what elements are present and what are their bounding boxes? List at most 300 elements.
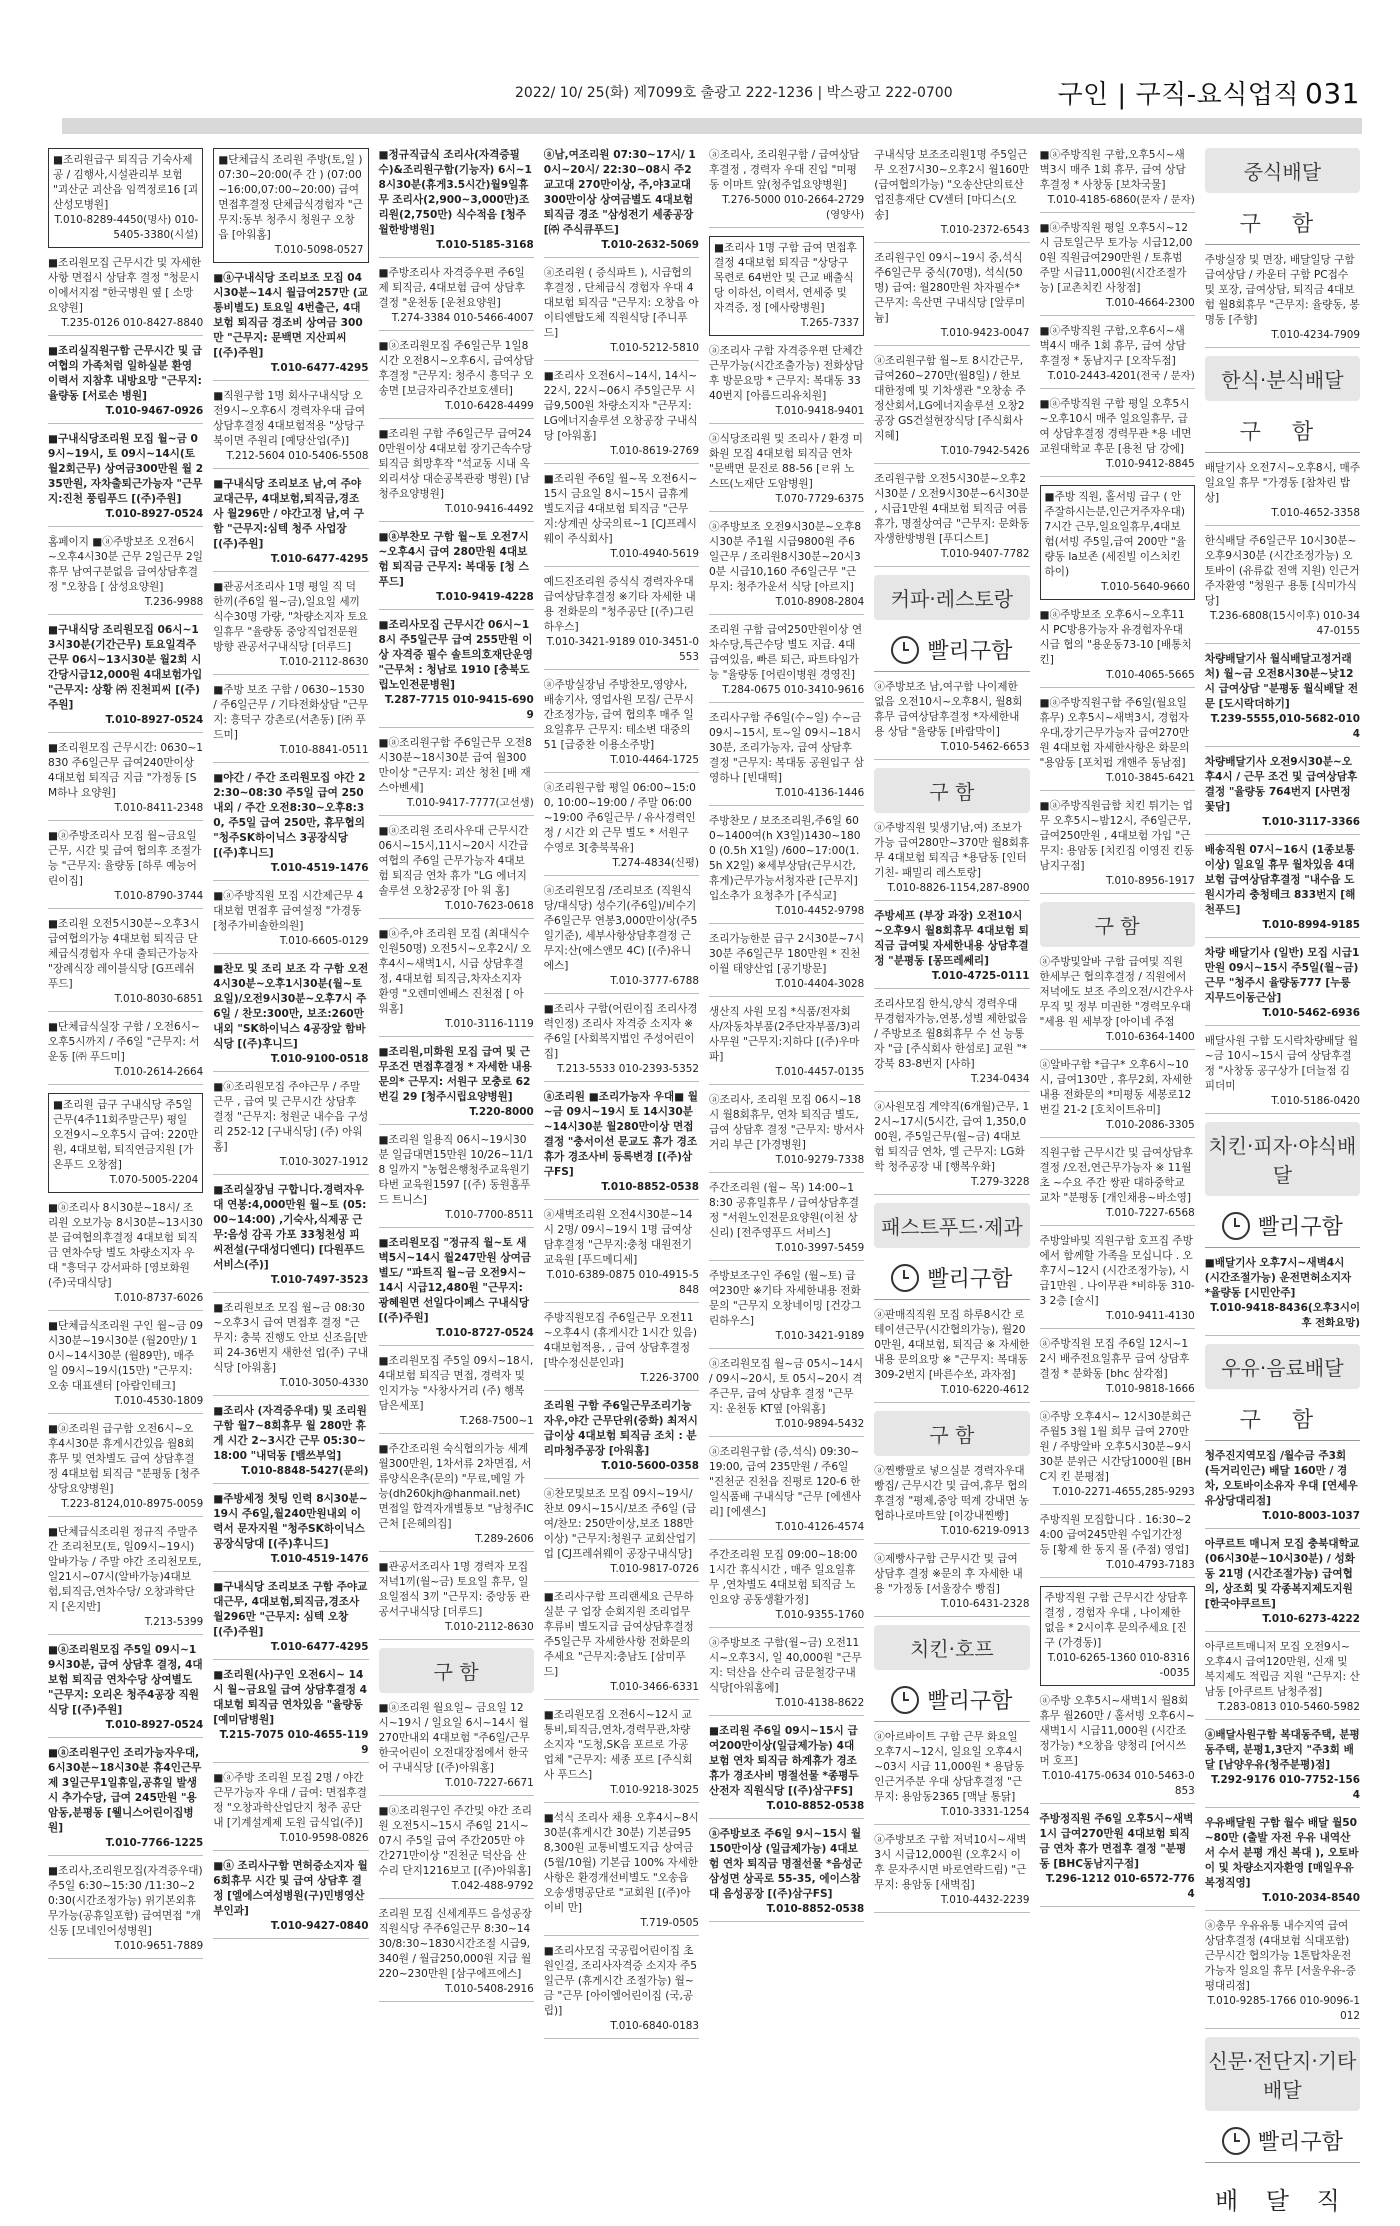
listing-phone: T.010-3421-9189 <box>775 1330 865 1342</box>
listing-phone: T.010-6220-4612 <box>940 1384 1030 1396</box>
listing-phone: T.010-2271-4655,285-9293 <box>1052 1486 1195 1498</box>
listing-text: 배송직원 07시~16시 (1종보통이상) 일요일 휴무 월차있음 4대보험 급여상담후결정 "내수읍 도원시가리 충청테크 833번지 [해천푸드] <box>1204 844 1356 916</box>
listing-phone: T.010-8289-4450(명사) 010-5405-3380(시설) <box>54 214 199 241</box>
job-listing <box>1040 1513 1195 1578</box>
listing-text: ■야간 / 주간 조리원모집 야간 22:30~08:30 주5일 급여 250내외 / 주간 오전8:30~오후8:30, 주5일 급여 250만, 휴무협의 "청주SK하이닉스 3공장식당 [(주)후니드] <box>213 772 366 859</box>
listing-text: ■조리원(사)구인 오전6시~ 14시 월~금요일 급여 상담후결정 4대보험 퇴직금 연차있음 "율량동 [예미담병원] <box>213 1669 368 1726</box>
listing-text: 주방보조구인 주6일 (월~토) 급여230만 ※기타 자세한내용 전화문의 "근무지 오창네이밍 [건강그린하우스] <box>709 1270 862 1327</box>
column-4 <box>543 148 699 2032</box>
urgent-hiring-banner <box>874 1256 1029 1300</box>
listing-phone: T.010-9100-0518 <box>270 1053 369 1065</box>
job-listing <box>1040 485 1195 600</box>
job-listing <box>709 148 864 228</box>
job-listing <box>544 148 699 258</box>
job-listing <box>1040 1410 1195 1505</box>
listing-text: ■구내식당 조리보조 남,여 주야 교대근무, 4대보험,퇴직금,경조사 월296만 / 야간고정 남,여 구함 "근무지:심텍 청주 사업장 [(주)주원] <box>213 478 365 550</box>
listing-phone: T.010-8411-2348 <box>114 802 204 814</box>
listing-phone: T.010-4940-5619 <box>610 548 699 560</box>
listing-text: ⓐ찬모및보조 모집 09시~19시/찬보 09시~15시/보조 주6일 (급여/찬모: 250만이상,보조 188만이상) "근무지:청원구 교회산업기업 [CJ프레쉬웨이 공장구내식당] <box>543 1488 697 1560</box>
listing-phone: T.010-8790-3744 <box>114 890 204 902</box>
listing-phone: T.284-0675 010-3410-9616 <box>722 684 865 696</box>
listing-text: ■조리원급구 퇴직금 기숙사제공 / 김행사,시설관리부 보험 "괴산군 괴산읍 임꺽정로16 [괴산성모병원] <box>53 154 199 211</box>
listing-text: ■조리원모집 "정규직 월~토 새벽5시~14시 월247만원 상여금별도/ "파트직 월~금 오전9시~14시 시급12,480원 "근무지: 광혜원면 선일다이페스 구내식당 [(주)주원] <box>378 1237 532 1324</box>
section-subheading: 구 함 <box>1205 201 1360 245</box>
listing-text: ⓐ주방보조 주6일 9시~15시 월150만이상 (일급제가능) 4대보험 연차 퇴직금 명절선물 *음성군 삼성면 상곡로 55-35, 에이스참대 음성공장 [(주)삼구FS] <box>709 1828 863 1900</box>
listing-text: ⓐ제빵사구함 근무시간 및 급여 상담후 결정 ※문의 후 자세한 내용 "가정동 [서울장수 빵집] <box>874 1553 1023 1595</box>
listing-phone: T.070-7729-6375 <box>775 493 865 505</box>
listing-phone: T.010-4519-1476 <box>270 862 369 874</box>
listing-phone: T.010-5185-3168 <box>436 239 534 251</box>
job-listing <box>874 251 1029 346</box>
job-listing <box>709 236 864 336</box>
job-listing <box>48 623 203 733</box>
listing-text: 구내식당 보조조리원1명 주5일근무 오전7시30~오후2시 월160만(급여협의가능) "오송산단의료산업진흥재단 CV센터 [마디스(오송] <box>874 149 1030 221</box>
listing-text: ■ⓐ조리원 급구함 오전6시~오후4시30분 휴게시간있음 월8회휴무 및 연차별도 급여 상담후결정 4대보험 퇴직금 "분평동 [청주상당요양병원] <box>48 1423 201 1495</box>
page-title <box>1057 74 1360 111</box>
job-listing <box>213 148 368 263</box>
job-listing <box>48 1746 203 1856</box>
listing-text: 홈페이지 ■ⓐ주방보조 오전6시~오후4시30분 근무 2일근무 2일휴무 남여구분없음 급여상담후결정 "오창읍 [ 삼성요양원] <box>48 536 204 593</box>
listing-phone: T.010-3050-4330 <box>279 1377 369 1389</box>
listing-phone: T.010-8994-9185 <box>1262 919 1360 931</box>
listing-text: 차량배달기사 월식배달고정거래처) 월~금 오전8시30분~낮12시 급여상담 "분평동 월식배달 전문 [도시락더하기] <box>1204 653 1359 710</box>
listing-text: ■주방 보조 구함 / 0630~1530 / 주6일근무 / 기타전화상담 "근무지: 흥덕구 강촌로(서촌동) [㈜ 푸드미] <box>213 684 369 741</box>
listing-phone: T.010-5600-0358 <box>601 1460 699 1472</box>
section-heading: 중식배달 <box>1205 148 1360 193</box>
listing-phone: T.010-5098-0527 <box>274 244 364 256</box>
page-number: 031 <box>1305 77 1360 110</box>
listing-text: 조리원구인 09시~19시 중,석식 주6일근무 중식(70명), 석식(50명) 급여: 월280만원 차자필수* 근무지: 옥산면 구내식당 [알루미늄] <box>874 252 1026 324</box>
listing-phone: T.010-4126-4574 <box>775 1521 865 1533</box>
listing-phone: T.226-3700 <box>640 1372 699 1384</box>
job-listing <box>1205 461 1360 526</box>
section-heading: 치킨·호프 <box>874 1625 1029 1670</box>
job-listing <box>213 1404 368 1484</box>
job-listing <box>544 1090 699 1200</box>
job-listing <box>1040 397 1195 477</box>
listing-phone: T.010-8003-1037 <box>1262 1510 1360 1522</box>
column-6 <box>874 148 1029 2028</box>
listing-phone: T.010-4664-2300 <box>1106 297 1195 309</box>
listing-text: 차량 배달기사 (일반) 모집 시급1만원 09시~15시 주5일(월~금) 근무 "청주시 율량동777 [누룽지무드이동근삼] <box>1204 947 1360 1004</box>
listing-phone: T.010-3117-3366 <box>1262 816 1360 828</box>
column-1 <box>48 148 203 2028</box>
job-listing <box>379 1354 534 1434</box>
job-listing <box>48 1201 203 1311</box>
listing-phone: T.276-5000 010-2664-2729(영양사) <box>722 194 865 221</box>
job-listing <box>1205 1640 1360 1720</box>
urgent-hiring-label: 빨리구함 <box>1257 2130 1343 2155</box>
listing-phone: T.010-3027-1912 <box>279 1156 369 1168</box>
listing-text: ■배달기사 오후7시~새벽4시 (시간조절가능) 운전면허소지자 *율량동 [시민안주] <box>1204 1257 1352 1299</box>
listing-phone: T.010-7623-0618 <box>445 900 534 912</box>
listing-text: ■ⓐ주방직원급함 치킨 튀기는 업무 오후5시~밤12시, 주6일근무, 급여250만원 , 4대보험 가입 "근무지: 용암동 [치킨집 이영진 킨동남지구점] <box>1039 800 1194 872</box>
listing-text: 아쿠르트 매니저 모집 충북대학교(06시30분~10시30분) / 성화동 21명 (시간조절가능) 급여협의, 상조회 및 각종복지제도지원 [한국야쿠르트] <box>1204 1538 1360 1610</box>
job-listing <box>379 1045 534 1125</box>
listing-phone: T.010-8927-0524 <box>105 508 204 520</box>
listing-phone: T.010-6219-0913 <box>940 1525 1030 1537</box>
job-listing <box>1205 1256 1360 1336</box>
listing-phone: T.010-2112-8630 <box>279 656 369 668</box>
listing-phone: T.010-8030-6851 <box>114 993 204 1005</box>
listing-text: 주방직원 구함 근무시간 상담후결정 , 경험자 우대 , 나이제한 없음 * 2시이후 문의주세요 [진구 (가경동)] <box>1044 1592 1188 1649</box>
listing-text: ■조리사 구함(어린이집 조리사경력인정) 조리사 자격증 소지자 ※주6일 [사회복지법인 주성어린이집] <box>543 1003 698 1060</box>
listing-phone: T.296-1212 010-6572-7764 <box>1045 1873 1195 1900</box>
listing-phone: T.010-9416-4492 <box>445 503 534 515</box>
listing-text: ■조리원모집 주5일 09시~18시, 4대보험 퇴직금 면접, 경력자 및 인지가능 "사창사거리 (주) 행복담은세포] <box>378 1355 534 1412</box>
listing-text: 생산직 사원 모집 *식품/전자회사/자동차부품(2주단자부품/3)리사무원 "근무지:지하다 [(주)우마파] <box>709 1006 861 1063</box>
job-listing <box>48 741 203 821</box>
section-subheading: 구 함 <box>1205 409 1360 453</box>
listing-phone: T.070-5005-2204 <box>109 1174 199 1186</box>
listing-phone: T.010-3466-6331 <box>610 1681 699 1693</box>
listing-text: 청주진지역모집 /월수금 주3회(득거리인근) 배달 160만 / 경차, 오토바이소유자 우대 [연세우유상당대리점] <box>1204 1450 1358 1507</box>
job-listing <box>1205 1449 1360 1529</box>
listing-text: 아쿠르트매니저 모집 오전9시~오후4시 급여120만원, 신재 및 복지제도 적립금 지원 "근무지: 산남동 [아쿠르트 남청주점] <box>1204 1641 1360 1698</box>
listing-phone: T.010-4652-3358 <box>1271 507 1360 519</box>
job-listing <box>709 1357 864 1437</box>
listing-phone: T.010-8908-2804 <box>775 596 865 608</box>
listing-text: 배달기사 오전7시~오후8시, 매주 일요일 휴무 "가경동 [참차린 밥상] <box>1204 462 1361 504</box>
job-listing <box>1040 1337 1195 1402</box>
column-5 <box>709 148 864 2028</box>
listing-text: ⓐ조리원모집 월~금 05시~14시 / 09시~20시, 토 05시~20시 격주근무, 급여 상담후 결정 "근무지: 운천동 KT옆 [아워홈] <box>709 1358 864 1415</box>
job-listing <box>1040 608 1195 688</box>
listing-text: ■조리실직원구함 근무시간 및 급여협의 가족처럼 일하실분 환영 이력서 지참후 내방요망 "근무지: 율량동 [서로손 병원] <box>48 345 203 402</box>
listing-phone: T.010-8737-6026 <box>114 1292 204 1304</box>
listing-phone: T.010-8852-0538 <box>766 1903 865 1915</box>
job-listing <box>874 1100 1029 1195</box>
job-listing <box>709 1827 864 1922</box>
listing-text: 직원구함 근무시간 및 급여상담후결정 /오전,연근무가능자 ※ 11월 초 ~수요 주간 쌍판 대하중학교 교차 "분평동 [개인채용~바소영] <box>1039 1147 1193 1204</box>
listing-text: ⓐ판매직직원 모집 하루8시간 로테이션근무(시간협의가능), 월200만원, 4대보험, 퇴직금 ※ 자세한내용 문의요망 ※ "근무지: 복대동 309-2번지 [바른수쏘, 과자점] <box>874 1309 1030 1381</box>
listing-phone: T.283-0813 010-5460-5982 <box>1218 1701 1360 1713</box>
listing-phone: T.010-8848-5427(문의) <box>241 1465 369 1477</box>
delivery-jobs-heading: 배 달 직 <box>1214 2187 1350 2215</box>
listing-text: ■조리원모집 근무시간 및 자세한사항 면접시 상담후 결정 "청문시 이에서지점 "한국병원 옆 [ 소망요양원] <box>48 257 202 314</box>
listing-text: ■조리원 오전5시30분~오후3시 급여협의가능 4대보험 퇴직금 단체급식경험자 우대 출퇴근가능자 "장례식장 레이블식당 [G프레쉬푸드] <box>48 918 200 990</box>
job-listing <box>379 1560 534 1640</box>
job-listing <box>544 1708 699 1803</box>
job-listing <box>874 1308 1029 1403</box>
listing-text: ■ⓐ구내식당 조리보조 모집 04시30분~14시 월급여257만 (교통비별도) 토요일 4번출근, 4대보험 퇴직금 경조비 상여금 300만 "근무지: 문백면 지산피씨 [(주)주원] <box>213 272 368 359</box>
listing-text: 주방실장 및 면장, 배달일당 구함 급여상담 / 카운터 구함 PC접수 및 포장, 급여상담, 퇴직금 4대보험 월8회휴무 "근무지: 율량동, 봉명동 [주향] <box>1204 254 1360 326</box>
listing-text: ■ⓐ 조리사구함 면허증소지자 월6회휴무 시간 및 급여 상담후 결정 [엘에스여성병원(구)민병영산부인과] <box>213 1860 368 1917</box>
listing-phone: T.010-9418-8436(오후3시이후 전화요망) <box>1210 1302 1360 1329</box>
listing-phone: T.010-4725-0111 <box>931 970 1030 982</box>
listing-phone: T.010-6265-1360 010-8316-0035 <box>1047 1652 1190 1679</box>
job-listing <box>213 1301 368 1396</box>
listing-text: ⓐ조리사, 조리원 모집 06시~18시 월8회휴무, 연차 퇴직금 별도, 급여 상담후 결정 "근무지: 방서사거리 부근 [가경병원] <box>709 1094 864 1151</box>
listing-text: ■ⓐ주방조리사 모집 월~금요일 근무, 시간 및 급여 협의후 조절가능 "근무지: 율량동 [하루 예능어린이집] <box>48 830 202 887</box>
listing-text: ■주방 직원, 홀서빙 급구 ( 안주잘하시는분,인근거주자우대) 7시간 근무,일요일휴무,4대보험(서빙 주5일,급여 200만 "율량동 la보존 (세진빌 이스치킨하이) <box>1044 491 1187 578</box>
listing-phone: T.010-9417-7777(고선생) <box>406 797 534 809</box>
listing-phone: T.010-8619-2769 <box>610 445 699 457</box>
listing-phone: T.010-9411-4130 <box>1106 1310 1195 1322</box>
clock-icon <box>1222 2127 1250 2155</box>
job-listing <box>379 618 534 728</box>
job-listing <box>709 1636 864 1716</box>
job-listing <box>213 1771 368 1851</box>
job-listing <box>213 271 368 381</box>
listing-text: ■조리사모집 근무시간 06시~18시 주5일근무 급여 255만원 이상 자격증 필수 솔트의호재단운영 "근무처 : 청남로 1910 [충북도립노인전문병원] <box>378 619 533 691</box>
listing-phone: T.010-8927-0524 <box>105 714 204 726</box>
listing-phone: T.010-9894-5432 <box>775 1418 865 1430</box>
listing-text: 조리사모집 한식,양식 경력우대 무경험자가능,연봉,성별 제한없음 / 주방보조 월8회휴무 수 선 능통자 "급 [주식회사 한섬로] 교원 "*강북 83-8번지 [사하] <box>874 998 1028 1070</box>
job-listing <box>544 266 699 361</box>
listing-text: ⓐ조리원구함 월~토 8시간근무, 급여260~270만(월8일) / 한보대한정예 및 기차생관 "오창송 주정산회서,LG에너지솔루션 오창2공장 GS건설현장식당 [주식회사 지혜] <box>874 355 1026 442</box>
listing-text: ⓐ새벽조리원 오전4시30분~14시 2명/ 09시~19시 1명 급여상담후결정 "근무지:충청 대원전기교육원 [푸드메디세] <box>543 1209 693 1266</box>
job-listing <box>544 1590 699 1700</box>
job-listing <box>213 1580 368 1660</box>
job-listing <box>48 148 203 248</box>
listing-phone: T.010-9818-1666 <box>1106 1383 1195 1395</box>
job-listing <box>544 1811 699 1936</box>
listing-text: ■ⓐ조리원구인 조리가능자우대,6시30분~18시30분 휴4인근무제 3일근무1일휴일,공휴일 발생시 추가수당, 급여 245만원 "용암동,분평동 [웰니스어린이집병원] <box>48 1747 202 1834</box>
job-listing <box>213 1080 368 1175</box>
job-listing <box>1205 843 1360 938</box>
urgent-hiring-label: 빨리구함 <box>1257 1215 1343 1240</box>
listing-phone: T.010-7227-6671 <box>445 1777 534 1789</box>
listing-phone: T.010-6477-4295 <box>270 1641 369 1653</box>
job-listing <box>1040 221 1195 316</box>
job-listing <box>379 339 534 419</box>
listing-text: 조리원 구함 주6일근무조리기능자우,야간 근무단위(중화) 최저시급이상 4대보험 퇴직금 조치 : 분리마청주공장 [아워홈] <box>543 1400 698 1457</box>
listing-text: 차량배달기사 오전9시30분~오후4시 / 근무 조건 및 급여상담후결정 "율량동 764번지 [사면정 꽃담] <box>1204 756 1358 813</box>
listing-phone: T.010-9419-4228 <box>436 591 534 603</box>
job-listing <box>1205 1728 1360 1808</box>
listing-text: ■ⓐ조리원구함 주6일근무 오전8시30분~18시30분 급여 월300만이상 "근무지: 괴산 청천 [배 재스아벤세] <box>378 737 532 794</box>
job-listing <box>48 829 203 909</box>
listing-text: ■ⓐ부찬모 구함 월~토 오전7시~오후4시 급여 280만원 4대보험 퇴직금 근무지: 복대동 [청 스푸드] <box>378 531 529 588</box>
listing-phone: T.268-7500~1 <box>459 1415 534 1427</box>
job-listing <box>709 1724 864 1819</box>
listing-text: ⓐ주방보조 구함(월~금) 오전11시~오후3시, 일 40,000원 "근무지: 덕산읍 산수리 금문철강구내식당[아워홈에] <box>709 1637 862 1694</box>
listing-text: ■조리사 1명 구함 급여 면접후 결정 4대보험 퇴직금 "상당구 목련로 64번안 및 근교 배출식당 이하선, 이력서, 연세중 및 자격증, 정 [에사랑병원] <box>714 242 857 314</box>
listing-text: ⓐ총무 우유유통 내수지역 급여 상담후결정 (4대보험 식대포함) 근무시간 협의가능 1톤탑차운전가능자 일요일 휴무 [서울우유-증평대리점] <box>1204 1920 1356 1992</box>
job-listing <box>1205 253 1360 348</box>
job-listing <box>544 369 699 464</box>
urgent-hiring-banner <box>874 628 1029 672</box>
job-listing <box>1040 696 1195 791</box>
listing-text: 주방직원모집 주6일근무 오전11~오후4시 (휴게시간 1시간 있음) 4대보험적용, , 급여 상담후결정 [박수정신분인과] <box>543 1312 698 1369</box>
job-listing <box>874 1730 1029 1825</box>
listing-text: ⓐ주방직원 및생기남,여) 조보가가능 급여280만~370만 월8회휴무 4대보험 퇴직금 *용담동 [인터기친- 패밀리 레스토랑] <box>874 822 1030 879</box>
job-listing <box>379 530 534 610</box>
job-listing <box>709 814 864 924</box>
listing-text: ■조리사 오전6시~14시, 14시~22시, 22시~06시 주5일근무 시급9,500원 차량소지자 "근무지: LG에너지솔루션 오창공장 구내식당 [아워홈] <box>543 370 698 442</box>
listing-phone: T.010-8927-0524 <box>105 1719 204 1731</box>
job-listing <box>1205 1816 1360 1911</box>
listing-text: ⓐ주방및알바 구함 급여및 직원 한세부근 협의후결정 / 직원에서 저녁에도 보조 주의오전/시간우사 무직 및 정부 미권한 "경력모우대 "세용 원 세부장 [아이네 주점 <box>1039 956 1194 1028</box>
listing-text: ■구내식당 조리원모집 06시~13시30분(기간근무) 토요일격주근무 06시~13시30분 월2회 시간당시급12,000원 4대보험가입 "근무지: 상황 ㈜ 진천피씨 [(주)주원] <box>48 624 203 711</box>
listing-text: ■ⓐ주방직원 평일 오후5시~12시 금토일근무 토가능 시급12,000원 직원급여290만원 / 토휴범 주말 시급11,000원(시간조절가능) [교촌치킨 사창점] <box>1039 222 1193 294</box>
job-listing <box>544 781 699 876</box>
listing-text: ■정규직급식 조리사(자격증필수)&조리원구함(기능자) 6시~18시30분(휴게3.5시간)월9일휴무 조리사(2,900~3,000만)조리원(2,750만) 식수적음 [청주월한방병원] <box>378 149 532 236</box>
listing-phone: T.010-8727-0524 <box>436 1327 534 1339</box>
job-listing <box>48 1093 203 1193</box>
listing-text: 한식배달 주6일근무 10시30분~오후9시30분 (시간조정가능) 오토바이 (유류값 전액 지원) 인근거주자환영 "청원구 용통 [식미가식당] <box>1204 535 1360 607</box>
listing-text: ■ⓐ주방보조 오후6시~오후11시 PC방용가능자 유경험자우대 시급 협의 "용운동73-10 [배통치킨] <box>1039 609 1192 666</box>
job-listing <box>48 344 203 424</box>
job-listing <box>213 1668 368 1763</box>
listing-text: 조리가능한분 급구 2시30분~7시30분 주6일근무 180만원 * 진천 이월 태양산업 [공기방문] <box>709 933 865 975</box>
job-listing <box>48 535 203 615</box>
listing-text: ■조리사구함 프리랜세요 근무하실분 구 업장 순회지원 조리업무 후류비 별도지급 급여상담후결정 주5일근무 자세한사항 전화문의주세요 "근무지:충남도 [삼미푸드] <box>543 1591 694 1678</box>
listing-text: ■조리사모집 국공립어린이집 초원인걸, 조리사자격증 소지자 주5일근무 (휴게시간 조절가능) 월~금 "근무 [아이엠어린이집 (국,공립)] <box>543 1945 697 2017</box>
job-listing <box>544 1002 699 1082</box>
listing-text: ■조리사 (자격증우대) 및 조리원 구함 월7~8회휴무 월 280만 휴게 시간 2~3시간 근무 05:30~18:00 "내덕동 [뱀쓰부엌] <box>213 1405 367 1462</box>
listing-phone: T.010-4234-7909 <box>1271 329 1360 341</box>
listing-text: 주방정직원 주6일 오후5시~새벽1시 급여270만원 4대보험 퇴직금 연차 휴가 면접후 결정 "분평동 [BHC동남지구점] <box>1039 1813 1194 1870</box>
listing-phone: T.010-4464-1725 <box>610 754 699 766</box>
job-listing <box>48 1864 203 1959</box>
column-7 <box>1040 148 1195 2028</box>
listing-text: ■ⓐ주방직원 모집 시간제근무 4대보험 면접후 급여설정 "가경동 [청주가비솔한의원] <box>213 890 364 932</box>
listing-text: ⓐ찐빵팔로 넣으실분 경력자우대 빵집/ 근무시간 및 급여,휴무 협의후결정 "평제,중앙 떡계 강내면 농협하나로마트앞 [이강내찐빵] <box>874 1465 1029 1522</box>
listing-phone: T.010-8852-0538 <box>766 1800 865 1812</box>
listing-text: ⓐ조리원구함 평일 06:00~15:00, 10:00~19:00 / 주말 06:00~19:00 주6일근무 / 유사경력인정 / 시간 외 근무 별도 * 서원구 수영로 3[충북북유] <box>543 782 696 854</box>
listing-phone: T.287-7715 010-9415-6909 <box>384 694 534 721</box>
job-listing <box>213 889 368 954</box>
listing-text: ⓐ주방보조 오전9시30분~오후8시30분 주1월 시급9800원 주6일근무 / 조리원8시30분~20시30분 시급10,160 주6일근무 "근무지: 청주가운서 식당 [아르지] <box>709 521 862 593</box>
listing-phone: T.010-4065-5665 <box>1106 669 1195 681</box>
listing-text: ⓐ주방 오후4시~ 12시30분희근 주월5 3월 1월 희무 급여 270만원 / 주방알바 오후5시30분~9시30분 분위근 시간당1000원 [BHC지 킨 분평점] <box>1039 1411 1192 1483</box>
listing-phone: T.292-9176 010-7752-1564 <box>1211 1774 1360 1801</box>
job-listing <box>213 1492 368 1572</box>
job-listing <box>544 1487 699 1582</box>
listing-text: ■단체급식조리원 구인 월~금 09시30분~19시30분 (월20만)/ 10시~14시30분 (월89만), 매주 일 09시~19시(15만) "근무지: 오송 대표센터 [아람인테크] <box>48 1320 204 1392</box>
listing-text: ■ⓐ조리원 월요일~ 금요일 12시~19시 / 일요일 6시~14시 월 270만내외 4대보험 "주6일/근무 한국어린이 오전대장점에서 한국어 구내식당 [(주)아워홈] <box>378 1702 530 1774</box>
listing-phone: T.010-6840-0183 <box>610 2020 699 2032</box>
listing-text: ■주방세정 첫팅 인력 8시30분~19시 주6일,월240만원내외 이력서 문자지원 "청주SK하이닉스공장식당대 [(주)후니드] <box>213 1493 368 1550</box>
listing-text: ■ⓐ주방 조리원 모집 2명 / 야간 근무가능자 우대 / 급여: 면접후결정 "오창과학산업단지 청주 공단 내 [기계설계제 도원 급식업(주)] <box>213 1772 367 1829</box>
job-listing <box>379 824 534 919</box>
job-listing <box>1040 1234 1195 1329</box>
listing-phone: T.010-7497-3523 <box>270 1274 369 1286</box>
listing-text: 조리원구함 오전5시30분~오후2시30분 / 오전9시30분~6시30분 , 시급1만원 4대보험 퇴직금 여름휴가, 명절상여금 "근무지: 문화동 자생한방병원 [푸디스트] <box>874 473 1030 545</box>
listing-phone: T.010-3331-1254 <box>940 1806 1030 1818</box>
listing-text: 예드진조리원 증식식 경력자우대 급여상담후결정 ※기타 자세한 내용 전화문의 "청주공단 [(주)그린하우스] <box>543 576 696 633</box>
column-2 <box>213 148 368 2028</box>
listing-text: ■구내식당 조리보조 구함 주야교대근무, 4대보험,퇴직금,경조사 월296만 "근무지: 심텍 오창 [(주)주원] <box>213 1581 368 1638</box>
listing-phone: T.010-4457-0135 <box>775 1066 865 1078</box>
job-listing <box>213 771 368 881</box>
listing-phone: T.010-4136-1446 <box>775 787 865 799</box>
listing-phone: T.719-0505 <box>640 1917 699 1929</box>
urgent-hiring-banner <box>1205 2119 1360 2163</box>
listing-text: ■ⓐ주방직원 구함 평일 오후5시~오후10시 매주 일요일휴무, 급여 상담후결정 경력무관 *용 네면 교원대학교 후문 [용천 담 강에] <box>1039 398 1192 455</box>
listing-text: ■직원구함 1명 회사구내식당 오전9시~오후6시 경력자우대 급여상담후결정 4대보험적용 "상당구 북이면 주원리 [예당산업(주)] <box>213 390 366 447</box>
listing-text: ⓐ주방보조 구함 저녁10시~새벽3시 시급12,000원 (오후2시 이후 문자주시면 바로연락드림) "근무지: 용암동 [새벽집] <box>874 1834 1027 1891</box>
listing-phone: T.010-5462-6936 <box>1262 1007 1360 1019</box>
listing-phone: T.010-9279-7338 <box>775 1154 865 1166</box>
listing-phone: T.010-6428-4499 <box>445 400 534 412</box>
job-listing <box>874 997 1029 1092</box>
section-heading: 구 함 <box>874 768 1029 813</box>
listing-phone: T.239-5555,010-5682-0104 <box>1210 713 1360 740</box>
job-listing <box>1205 946 1360 1026</box>
listing-phone: T.010-2614-2664 <box>114 1066 204 1078</box>
job-listing <box>1205 1034 1360 1114</box>
listing-phone: T.223-8124,010-8975-0059 <box>61 1498 204 1510</box>
listing-phone: T.234-0434 <box>971 1073 1030 1085</box>
issue-info: 2022/ 10/ 25(화) 제7099호 출광고 222-1236 | 박스광고 222-0700 <box>515 85 953 101</box>
job-listing <box>709 623 864 703</box>
listing-phone: T.010-9467-0926 <box>105 405 204 417</box>
job-listing <box>1040 1146 1195 1226</box>
job-listing <box>544 1399 699 1479</box>
job-listing <box>1040 1058 1195 1138</box>
listing-text: 주방세프 (부장 과장) 오전10시~오후9시 월8회휴무 4대보험 퇴직금 급여및 자세한내용 상담후결정 "분평동 [몽뜨레쎄리] <box>874 910 1029 967</box>
job-listing <box>709 432 864 512</box>
listing-text: ■ⓐ주,야 조리원 모집 (최대식수인원50명) 오전5시~오후2시/ 오후4시~새벽1시, 시급 상담후결정, 4대보험 퇴직금,차자소지자 환영 "오렌미엔베스 진천점 [ 아워홈] <box>378 928 532 1015</box>
listing-phone: T.010-7227-6568 <box>1106 1207 1195 1219</box>
listing-phone: T.010-5462-6653 <box>940 741 1030 753</box>
section-heading: 치킨·피자·야식배달 <box>1205 1122 1360 1196</box>
listing-text: ⓐ남,여조리원 07:30~17시/ 10시~20시/ 22:30~08시 주2교고대 270만이상, 주,야3교대 300만이상 상여금별도 4대보험 퇴직금 경조 "삼성전기 세종공장 [㈜ 주식큐푸드] <box>543 149 696 236</box>
job-listing <box>48 1525 203 1635</box>
listing-phone: T.215-7075 010-4655-1199 <box>219 1729 369 1756</box>
listing-text: ■ⓐ조리원모집 주야근무 / 주말근무 , 급여 및 근무시간 상담후 결정 "근무지: 청원군 내수읍 구성리 252-12 [구내식당] (주) 아워홈] <box>213 1081 369 1153</box>
job-listing <box>709 932 864 997</box>
listing-text: ⓐ조리사 구함 자격증우편 단체간근무가능(시간조출가능) 전화상담후 방문요망 * 근무지: 복대동 3340번지 [아름드리유치원] <box>709 345 864 402</box>
listing-phone: T.010-4175-0634 010-5463-0853 <box>1042 1770 1195 1797</box>
section-subheading: 구 함 <box>1205 1397 1360 1441</box>
listing-text: ■조리원 주6일 월~목 오전6시~15시 금요일 8시~15시 급휴게 별도지급 4대보험 퇴직금 "근무지:상계권 상국의료~1 [CJ프레시웨이 주식회사] <box>543 473 698 545</box>
listing-text: ■ⓐ주방직원 구함,오후6시~새벽4시 매주 1회 휴무, 급여 상담후결정 * 동남지구 [오작두점] <box>1039 325 1186 367</box>
listing-text: ⓐ조리원구함 (증,석식) 09:30~19:00, 급여 235만원 / 주6일 "진천군 진천읍 진평로 120-6 한일식품배 구내식당 "근무 [에센사리] [에센스] <box>709 1446 862 1518</box>
job-listing <box>379 1804 534 1899</box>
listing-phone: T.279-3228 <box>971 1176 1030 1188</box>
listing-text: ⓐ조리원모집 /조리보조 (직원식당/대식당) 성수기(주6일)/비수기 주6일근무 연봉3,000만이상(주5일기준), 세부사항상담후결정 근무지:산(에스앤모 4C) [(주)유니에스] <box>543 885 698 972</box>
listing-phone: T.236-9988 <box>144 596 204 608</box>
listing-phone: T.289-2606 <box>475 1533 534 1545</box>
clock-icon <box>891 1686 919 1714</box>
listing-phone: T.010-3997-5459 <box>775 1242 865 1254</box>
job-listing <box>48 917 203 1012</box>
listing-text: 주간조리원 모집 09:00~18:00 1시간 휴식시간 , 매주 일요일휴무 ,연차별도 4대보험 퇴직금 노인요양 공동생활가정] <box>709 1549 858 1606</box>
job-listing <box>709 1093 864 1173</box>
job-listing <box>544 575 699 670</box>
listing-phone: T.010-3116-1119 <box>445 1018 534 1030</box>
listing-phone: T.010-2112-8630 <box>445 1621 534 1633</box>
listing-phone: T.010-9598-0826 <box>279 1832 369 1844</box>
listing-text: ■조리사,조리원모집(자격증우대)주5일 6:30~15:30 /11:30~20:30(시간조정가능) 위기본외휴무가능(공휴일포함) 급여면접 "개신동 [모네인어성병원] <box>48 1865 203 1937</box>
urgent-hiring-banner <box>1205 1204 1360 1248</box>
listing-text: ■석식 조리사 채용 오후4시~8시30분(휴게시간 30분) 기본급958,300원 교통비별도지급 상여금(5월/10월) 기본급 100% 자세한 사항은 환경개선비별도 "오송읍 오송생명공단로 "교회원 [(주)아이비 만] <box>543 1812 699 1914</box>
listing-text: 조리사구함 주6일(수~일) 수~금 09시~15시, 토~일 09시~18시30분, 조리가능자, 급여 상담후 결정 "근무지: 복대동 공원입구 삼영하나 [빈대떡] <box>709 712 864 784</box>
listing-phone: T.010-5212-5810 <box>610 342 699 354</box>
job-listing <box>709 520 864 615</box>
listing-text: ■조리실장님 구합니다.경력자우대 연봉:4,000만원 월~토 (05:00~14:00) ,기숙사,식제공 근무:음성 감곡 가포 33청천성 피씨전설(구대성디엔디) [다원푸드서비스(주)] <box>213 1184 367 1271</box>
listing-phone: T.010-5640-9660 <box>1101 581 1190 593</box>
listing-text: ⓐ주방실장님 주방찬모,영양사, 배송기사, 영업사원 모집/ 근무시간조정가능, 급여 협의후 매주 일요일휴무 근무지: 테소변 대중의 51 [급중찬 이용소주방] <box>543 679 694 751</box>
listing-text: ■단체급식 조리원 주방(토,일 )07:30~20:00(주 간 ) (07:00~16:00,07:00~20:00) 급여면접후결정 단체급식경험자 "근무지:동부 청주시 청원구 오창읍 [아워홈] <box>218 154 363 241</box>
job-listing <box>709 1548 864 1628</box>
listing-phone: T.235-0126 010-8427-8840 <box>61 317 204 329</box>
listing-phone: T.010-7942-5426 <box>940 445 1030 457</box>
listing-text: 주방알바및 직원구함 호프집 주방에서 함께할 가족을 모십니다 . 오후7시~12시 (시간조정가능), 시급1만원 . 나이무관 *비하동 310-3 2층 [술시] <box>1039 1235 1195 1307</box>
listing-phone: T.010-9817-0726 <box>610 1563 699 1575</box>
listing-phone: T.010-2034-8540 <box>1262 1892 1360 1904</box>
listing-phone: T.010-6389-0875 010-4915-5848 <box>546 1269 699 1296</box>
listing-text: ⓐ배달사원구함 복대동주택, 분평동주택, 분평1,3단지 "주3회 배달 [남양우유(청주분평)점] <box>1204 1729 1360 1771</box>
job-listing <box>709 711 864 806</box>
clock-icon <box>891 636 919 664</box>
job-listing <box>709 1269 864 1349</box>
job-listing <box>874 1464 1029 1544</box>
